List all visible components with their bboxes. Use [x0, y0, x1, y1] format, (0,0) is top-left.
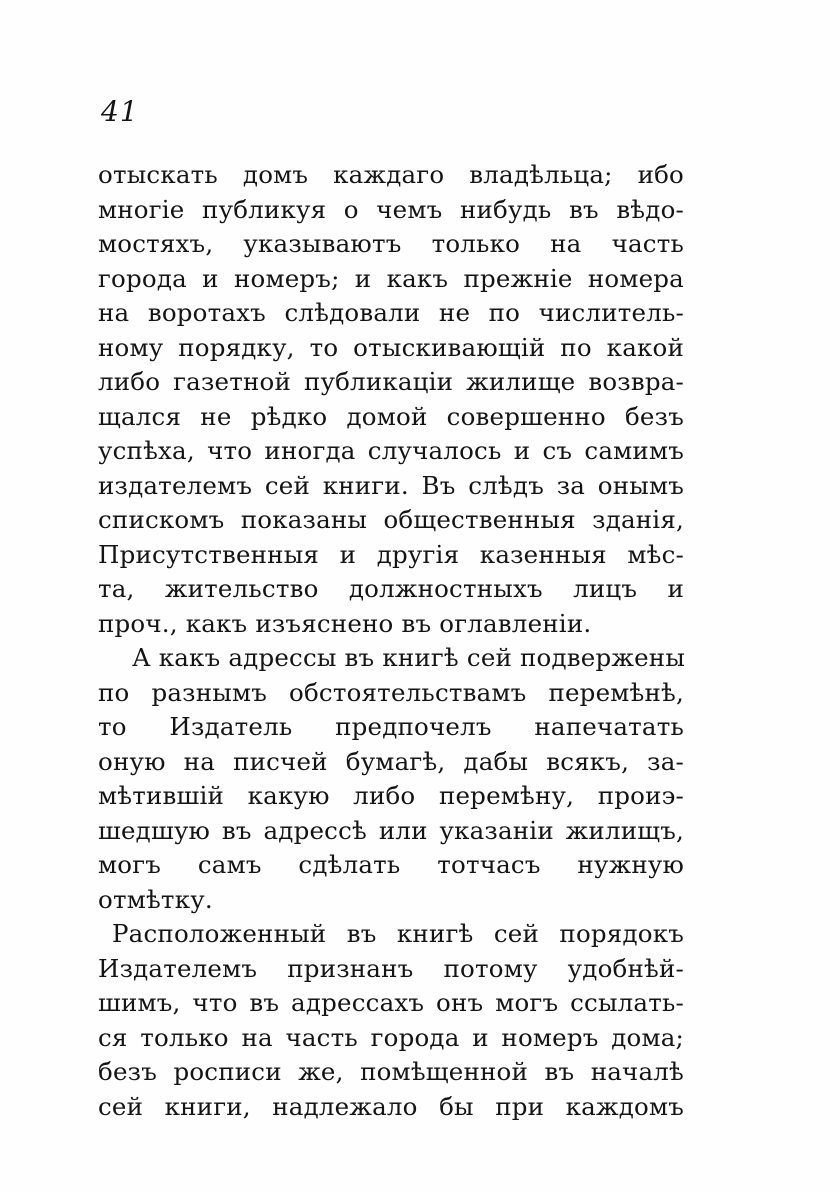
text-line: отыскать домъ каждаго владѣльца; ибо	[98, 160, 684, 189]
text-line: шимъ, что въ адрессахъ онъ могъ ссылать-	[98, 988, 684, 1017]
text-line: Присутственныя и другія казенныя мѣс-	[98, 539, 684, 569]
text-line: города и номеръ; и какъ прежніе номера	[98, 263, 684, 293]
text-line: Издателемъ признанъ потому удобнѣй-	[98, 953, 684, 983]
text-line: либо газетной публикаціи жилище возвра-	[98, 367, 684, 396]
text-line: по разнымъ обстоятельствамъ перемѣнѣ,	[98, 677, 684, 707]
text-line: издателемъ сей книги. Въ слѣдъ за онымъ	[98, 470, 684, 500]
text-line: спискомъ показаны общественныя зданія,	[98, 505, 684, 534]
text-line: ся только на часть города и номеръ дома;	[98, 1022, 684, 1052]
text-line: щался не рѣдко домой совершенно безъ	[98, 401, 684, 431]
text-line: шедшую въ адрессѣ или указаніи жилищъ,	[98, 815, 684, 845]
text-line: отмѣтку.	[98, 884, 213, 914]
text-line: многіе публикуя о чемъ нибудь въ вѣдо-	[98, 194, 684, 224]
page-number: 41	[101, 95, 139, 128]
body-text	[98, 158, 684, 1124]
text-line: успѣха, что иногда случалось и съ самимъ	[98, 436, 684, 465]
text-line: на воротахъ слѣдовали не по числитель-	[98, 298, 684, 327]
text-line: та, жительство должностныхъ лицъ и	[98, 574, 684, 603]
text-line: оную на писчей бумагѣ, дабы всякъ, за-	[98, 746, 684, 776]
text-line: то Издатель предпочелъ напечатать	[98, 712, 684, 741]
text-line: сей книги, надлежало бы при каждомъ	[98, 1091, 684, 1121]
text-line: А какъ адрессы въ книгѣ сей подвержены	[132, 643, 686, 672]
text-line: мостяхъ, указываютъ только на часть	[98, 229, 684, 258]
text-line: проч., какъ изъяснено въ оглавленіи.	[98, 608, 592, 638]
text-line: могъ самъ сдѣлать тотчасъ нужную	[98, 850, 684, 879]
text-line: мѣтившій какую либо перемѣну, проиэ-	[98, 781, 684, 810]
text-line: безъ росписи же, помѣщенной въ началѣ	[98, 1057, 684, 1086]
text-line: Расположенный въ книгѣ сей порядокъ	[112, 919, 684, 948]
text-line: ному порядку, то отыскивающій по какой	[98, 332, 684, 362]
